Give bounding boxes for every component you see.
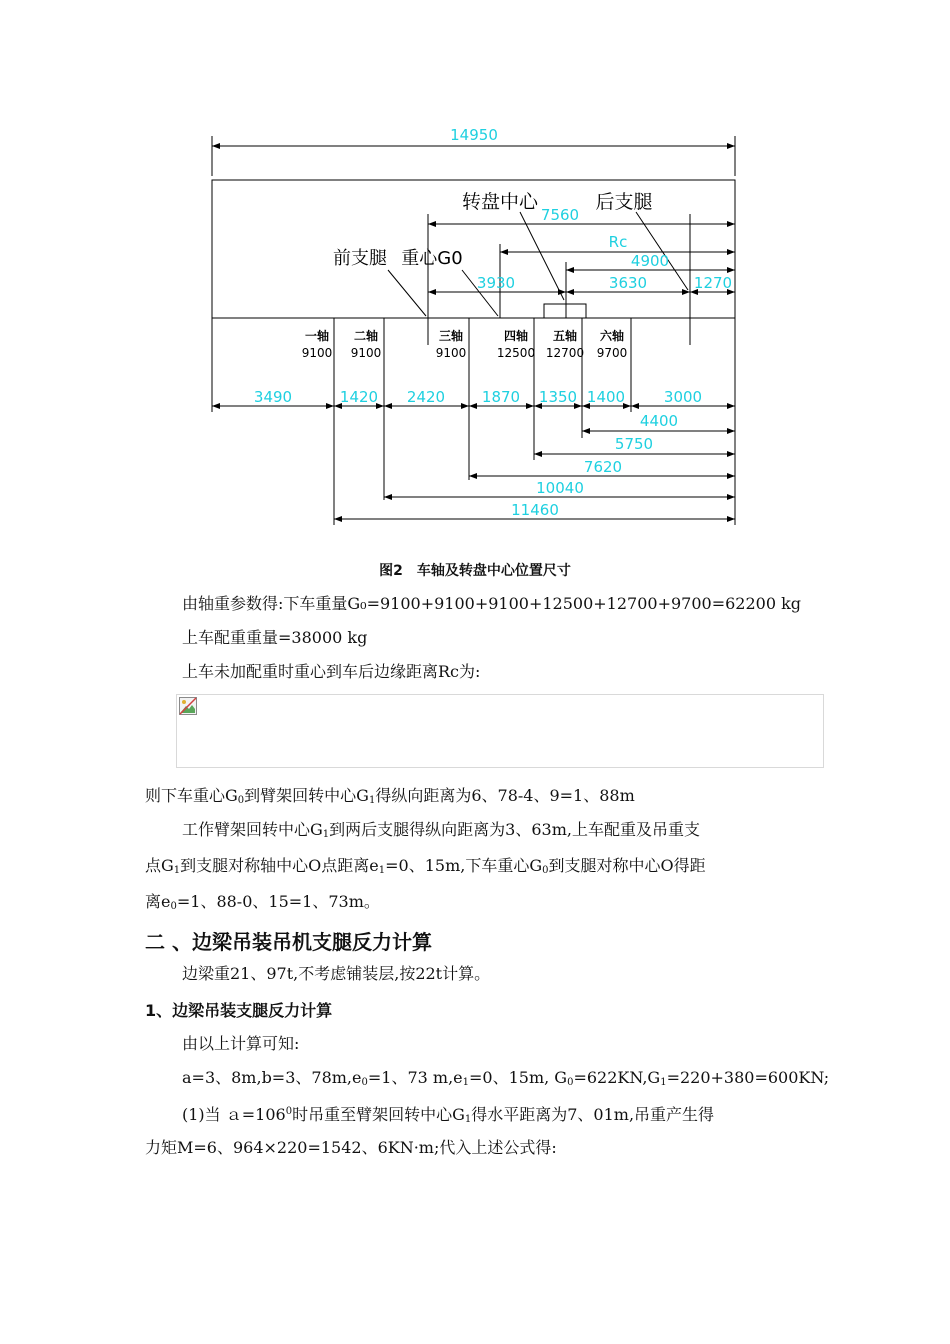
dim-seg-3: 2420 xyxy=(406,388,446,406)
figure-caption xyxy=(0,560,950,580)
axle-3-weight: 9100 xyxy=(435,346,467,360)
dim-4900: 4900 xyxy=(630,252,670,270)
section-heading-2: 二 、边梁吊装吊机支腿反力计算 xyxy=(145,930,432,954)
paragraph-rotation-line1: 工作臂架回转中心$G_1$到两后支腿得纵向距离为3、63m,上车配重及吊重支 xyxy=(182,820,700,840)
paragraph-g0-distance: 则下车重心$G_0$到臂架回转中心$G_1$得纵向距离为6、78-4、9=1、88m xyxy=(145,786,635,806)
axle-1-name: 一轴 xyxy=(304,329,330,343)
dim-3930: 3930 xyxy=(476,274,516,292)
dim-seg-5: 1350 xyxy=(538,388,578,406)
axle-5-name: 五轴 xyxy=(552,329,578,343)
paragraph-rotation-line3: 离$e_0=1$、88-0、15=1、73m。 xyxy=(145,892,380,912)
figure-number: 图2 xyxy=(379,563,403,579)
paragraph-rc-intro: 上车未加配重时重心到车后边缘距离Rc为: xyxy=(182,662,481,681)
dim-total: 14950 xyxy=(450,126,498,144)
dim-seg-6: 1400 xyxy=(586,388,626,406)
dim-cum-7620: 7620 xyxy=(583,458,623,476)
dim-cum-4400: 4400 xyxy=(639,412,679,430)
axle-4-name: 四轴 xyxy=(503,329,529,343)
axle-position-diagram xyxy=(0,0,950,545)
label-front-outrigger: 前支腿 xyxy=(333,248,387,269)
paragraph-parameters: a=3、8m,b=3、$78m,e_0=1$、73 $m,e_1=0$、15m, $G_0=622KN,G_1=220+380=600KN$; xyxy=(182,1068,830,1088)
axle-5-weight: 12700 xyxy=(545,346,585,360)
paragraph-from-above: 由以上计算可知: xyxy=(182,1034,300,1053)
subsection-heading-1: 1、边梁吊装支腿反力计算 xyxy=(145,1001,333,1020)
axle-4-weight: 12500 xyxy=(496,346,536,360)
dim-seg-1: 3490 xyxy=(253,388,293,406)
dim-seg-4: 1870 xyxy=(481,388,521,406)
paragraph-case1-line1: (1)当 $a=106^0$时吊重至臂架回转中心$G_1$得水平距离为7、01m,吊重产生得 xyxy=(182,1105,715,1125)
axle-6-name: 六轴 xyxy=(599,329,625,343)
dim-seg-7: 3000 xyxy=(663,388,703,406)
paragraph-counterweight: 上车配重重量=38000 kg xyxy=(182,628,368,647)
axle-6-weight: 9700 xyxy=(596,346,628,360)
dim-rc: Rc xyxy=(608,233,628,251)
figure-caption-text: 车轴及转盘中心位置尺寸 xyxy=(416,563,571,579)
broken-image-icon xyxy=(179,697,197,715)
paragraph-beam-weight: 边梁重21、97t,不考虑铺装层,按22t计算。 xyxy=(182,964,491,983)
axle-3-name: 三轴 xyxy=(438,329,464,343)
dim-seg-2: 1420 xyxy=(339,388,379,406)
paragraph-lower-weight: 由轴重参数得:下车重量G₀=9100+9100+9100+12500+12700+9700=62200 kg xyxy=(182,594,802,613)
label-rear-outrigger: 后支腿 xyxy=(595,191,653,213)
dim-7560: 7560 xyxy=(540,206,580,224)
formula-image-placeholder xyxy=(176,694,824,768)
paragraph-rotation-line2: 点$G_1$到支腿对称轴中心O点距离$e_1=0$、15m,下车重心$G_0$到支腿对称中心O得距 xyxy=(145,856,706,876)
axle-1-weight: 9100 xyxy=(301,346,333,360)
label-center-g0: 重心G0 xyxy=(401,248,463,269)
label-turntable-center: 转盘中心 xyxy=(461,191,539,213)
paragraph-case1-line2: 力矩M=6、964×220=1542、6KN·m;代入上述公式得: xyxy=(145,1138,557,1157)
dim-3630: 3630 xyxy=(608,274,648,292)
dim-1270: 1270 xyxy=(693,274,733,292)
dim-cum-10040: 10040 xyxy=(536,479,584,497)
axle-2-weight: 9100 xyxy=(350,346,382,360)
axle-2-name: 二轴 xyxy=(353,329,379,343)
dim-cum-11460: 11460 xyxy=(511,501,559,519)
dim-cum-5750: 5750 xyxy=(614,435,654,453)
